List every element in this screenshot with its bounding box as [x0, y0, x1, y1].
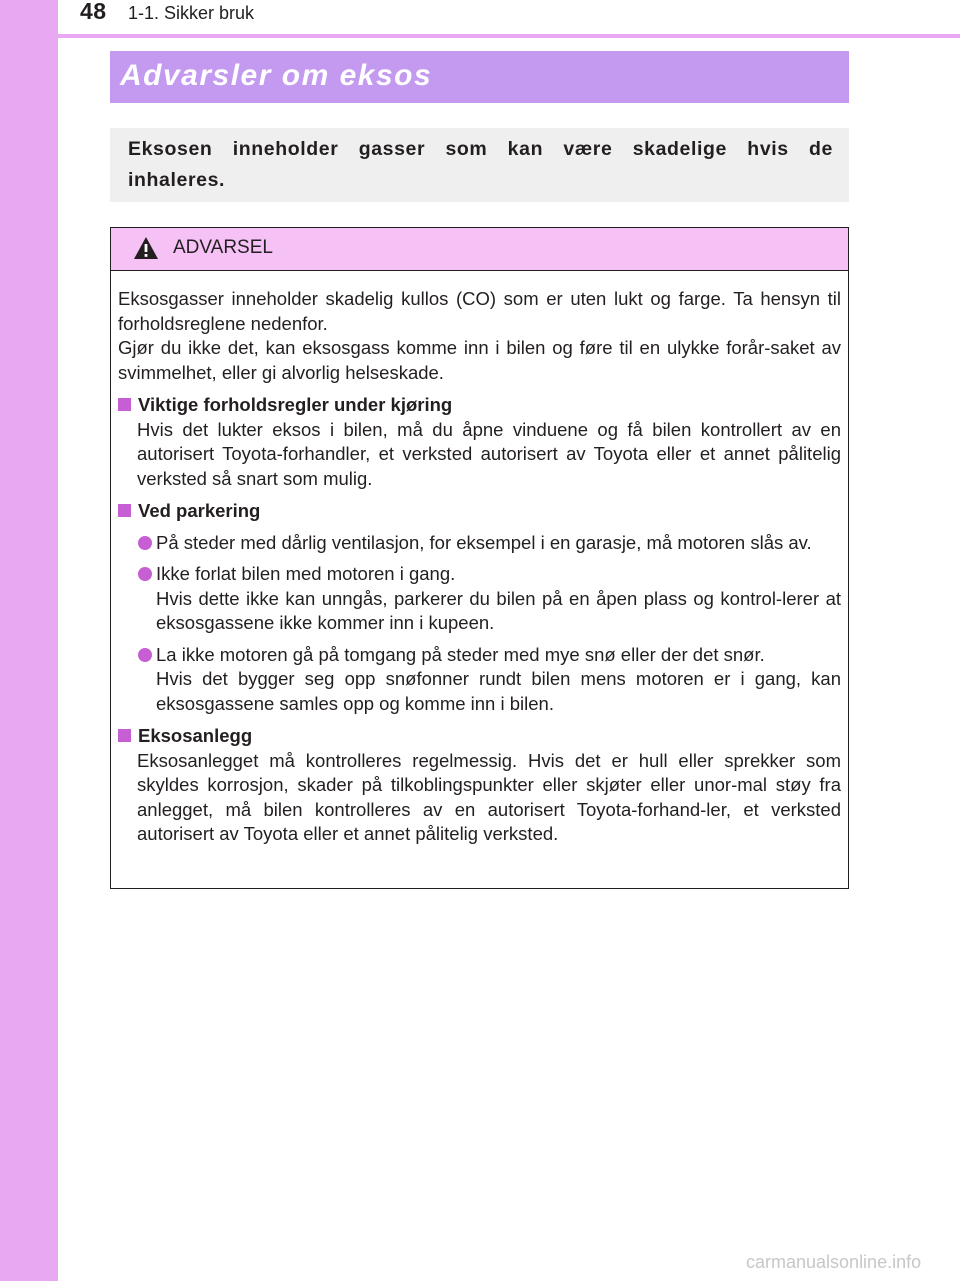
subsection-title: Viktige forholdsregler under kjøring	[138, 394, 453, 415]
list-item-text: La ikke motoren gå på tomgang på steder med mye snø eller der det snør.	[156, 643, 765, 665]
warning-intro-1: Eksosgasser inneholder skadelig kullos (CO) som er uten lukt og farge. Ta hensyn til forholdsreglene nedenfor.	[118, 288, 841, 334]
page-number: 48	[80, 0, 107, 24]
list-item	[118, 531, 841, 556]
list-item-text: Ikke forlat bilen med motoren i gang.	[156, 563, 456, 584]
list-item-text: På steder med dårlig ventilasjon, for eksempel i en garasje, må motoren slås av.	[156, 531, 812, 553]
intro-box	[110, 128, 849, 202]
warning-body	[111, 271, 848, 847]
warning-header	[111, 228, 848, 271]
list-item-text: Hvis det bygger seg opp snøfonner rundt bilen mens motoren er i gang, kan eksosgassene samles opp og komme inn i bilen.	[156, 668, 841, 714]
subsection-title: Eksosanlegg	[138, 725, 253, 746]
subsection-heading	[118, 499, 841, 524]
square-bullet-icon	[118, 729, 131, 742]
intro-text: Eksosen inneholder gasser som kan være skadelige hvis de inhaleres.	[128, 138, 833, 191]
square-bullet-icon	[118, 504, 131, 517]
subsection-heading	[118, 393, 841, 418]
warning-box	[110, 227, 849, 889]
round-bullet-icon	[138, 648, 152, 662]
warning-label: ADVARSEL	[173, 237, 273, 258]
section-title-bar	[110, 51, 849, 103]
section-reference: 1-1. Sikker bruk	[128, 3, 255, 23]
warning-intro-2: Gjør du ikke det, kan eksosgass komme inn i bilen og føre til en ulykke forår-saket av svimmelhet, eller gi alvorlig helseskade.	[118, 337, 841, 383]
side-tab-strip	[0, 0, 58, 1281]
subsection-title: Ved parkering	[138, 500, 261, 521]
list-item	[118, 562, 841, 636]
square-bullet-icon	[118, 398, 131, 411]
subsection-text: Hvis det lukter eksos i bilen, må du åpne vinduene og få bilen kontrollert av en autorisert Toyota-forhandler, et verksted autorisert av Toyota eller et annet pålitelig verksted så snart som mulig.	[137, 418, 841, 489]
list-item	[118, 643, 841, 717]
round-bullet-icon	[138, 567, 152, 581]
section-title: Advarsler om eksos	[120, 59, 433, 92]
header-rule	[58, 34, 960, 38]
subsection-heading	[118, 724, 841, 749]
warning-triangle-icon	[133, 236, 159, 260]
round-bullet-icon	[138, 536, 152, 550]
watermark: carmanualsonline.info	[746, 1252, 922, 1272]
subsection-text: Eksosanlegget må kontrolleres regelmessig. Hvis det er hull eller sprekker som skyldes korrosjon, skader på tilkoblingspunkter eller skjøter eller unor-mal støy fra anlegget, må bilen kontrolleres av en autorisert Toyota-forhand-ler, et verksted autorisert av Toyota eller et annet pålitelig verksted.	[137, 749, 841, 844]
list-item-text: Hvis dette ikke kan unngås, parkerer du bilen på en åpen plass og kontrol-lerer at eksosgassene ikke kommer inn i kupeen.	[156, 587, 841, 633]
